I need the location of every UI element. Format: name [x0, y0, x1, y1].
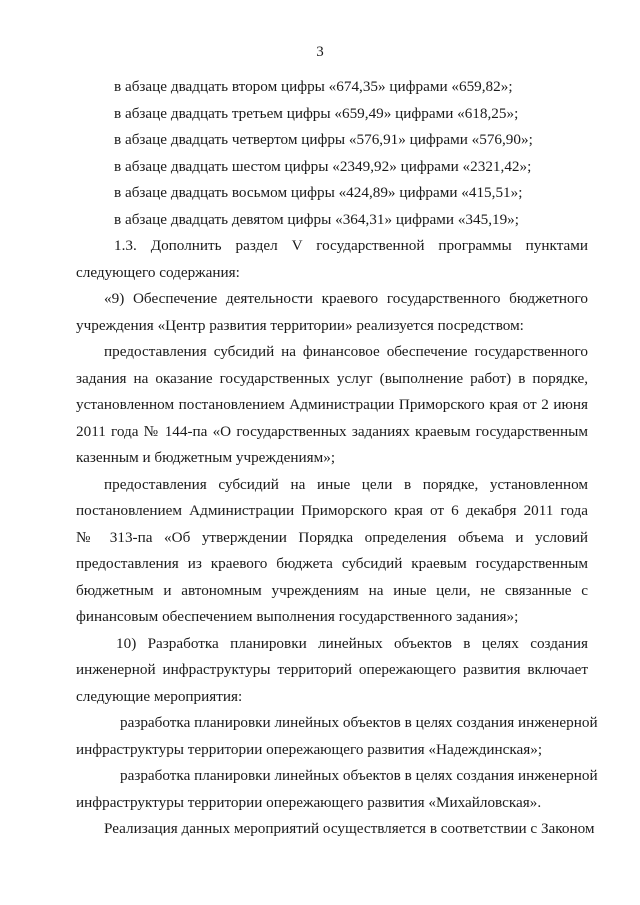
text-line: предоставления из краевого бюджета субсидий краевым государственным: [76, 555, 588, 572]
text-line: № 313-па «Об утверждении Порядка определения объема и условий: [76, 528, 588, 546]
text-line: 1.3. Дополнить раздел V государственной программы пунктами: [114, 237, 588, 254]
text-line: предоставления субсидий на иные цели в порядке, установленном: [104, 475, 588, 493]
text-line: разработка планировки линейных объектов в целях создания инженерной: [120, 714, 598, 731]
text-line: 10) Разработка планировки линейных объектов в целях создания: [116, 634, 588, 652]
text-line: постановлением Администрации Приморского края от 6 декабря 2011 года: [76, 502, 588, 519]
text-line: Реализация данных мероприятий осуществляется в соответствии с Законом: [104, 820, 595, 837]
text-line: в абзаце двадцать восьмом цифры «424,89» цифрами «415,51»;: [114, 184, 523, 201]
page-number: 3: [316, 44, 324, 60]
text-line: инфраструктуры территории опережающего развития «Михайловская».: [76, 793, 542, 811]
text-line: в абзаце двадцать третьем цифры «659,49» цифрами «618,25»;: [114, 104, 519, 122]
text-line: в абзаце двадцать четвертом цифры «576,91» цифрами «576,90»;: [114, 131, 533, 148]
text-line: «9) Обеспечение деятельности краевого государственного бюджетного: [104, 290, 588, 307]
text-line: бюджетным и автономным учреждениям на иные цели, не связанные с: [76, 581, 588, 599]
text-line: инфраструктуры территории опережающего развития «Надеждинская»;: [76, 740, 543, 758]
text-line: задания на оказание государственных услуг (выполнение работ) в порядке,: [76, 369, 588, 387]
text-line: финансовым обеспечением выполнения государственного задания»;: [76, 608, 519, 625]
text-line: разработка планировки линейных объектов в целях создания инженерной: [120, 767, 598, 784]
text-line: в абзаце двадцать втором цифры «674,35» цифрами «659,82»;: [114, 78, 513, 95]
text-line: казенным и бюджетным учреждениям»;: [76, 449, 336, 466]
text-line: учреждения «Центр развития территории» реализуется посредством:: [76, 316, 524, 334]
text-line: 2011 года № 144-па «О государственных заданиях краевым государственным: [76, 422, 588, 440]
text-line: установленном постановлением Администрации Приморского края от 2 июня: [76, 396, 588, 413]
text-line: инженерной инфраструктуры территорий опережающего развития включает: [76, 661, 588, 678]
text-line: в абзаце двадцать шестом цифры «2349,92» цифрами «2321,42»;: [114, 157, 532, 175]
text-line: следующие мероприятия:: [76, 687, 243, 705]
text-line: предоставления субсидий на финансовое обеспечение государственного: [104, 343, 588, 360]
text-line: в абзаце двадцать девятом цифры «364,31» цифрами «345,19»;: [114, 210, 519, 228]
document-body: [76, 74, 598, 843]
text-line: следующего содержания:: [76, 263, 240, 281]
